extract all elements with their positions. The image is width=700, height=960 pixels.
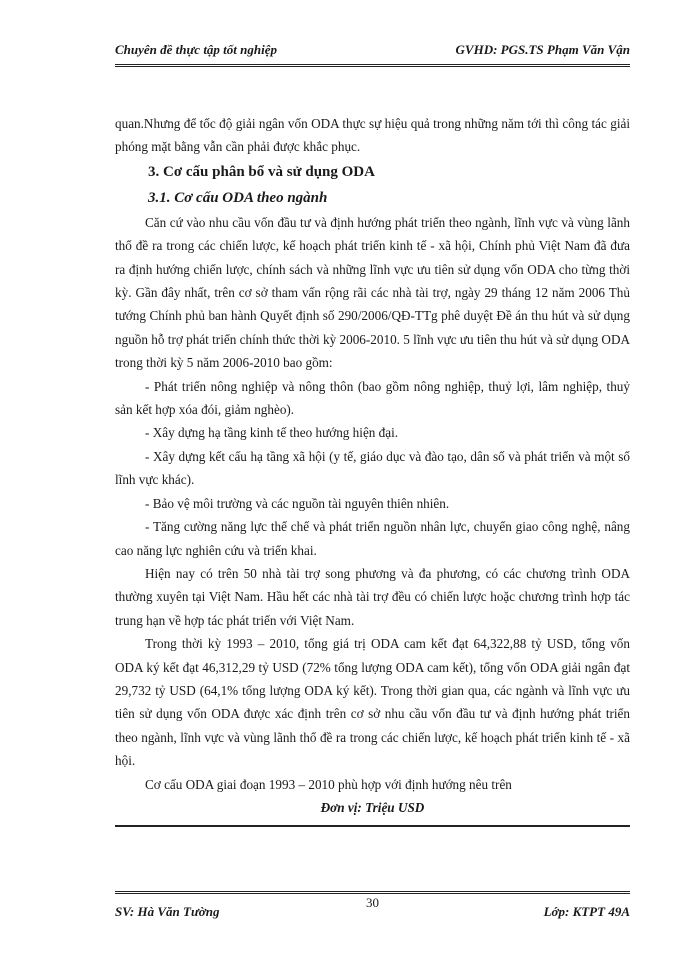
intro-paragraph: quan.Nhưng để tốc độ giải ngân vốn ODA thực sự hiệu quả trong những năm tới thì công tác giải phóng mặt bằng vẫn cần phải được khắc phục. <box>115 116 630 155</box>
page-content <box>115 112 630 819</box>
paragraph: Trong thời kỳ 1993 – 2010, tổng giá trị ODA cam kết đạt 64,322,88 tỷ USD, tổng vốn ODA ký kết đạt 46,312,29 tỷ USD (72% tổng lượng ODA cam kết), tổng vốn ODA giải ngân đạt 29,732 tỷ USD (64,1% tổng lượng ODA ký kết). Trong thời gian qua, các ngành và lĩnh vực ưu tiên sử dụng vốn ODA được xác định trên cơ sở nhu cầu vốn đầu tư và định hướng phát triển theo ngành, lĩnh vực và vùng lãnh thổ đề ra trong các chiến lược, kế hoạch phát triển kinh tế - xã hội. <box>115 636 630 769</box>
list-item: - Xây dựng kết cấu hạ tầng xã hội (y tế, giáo dục và đào tạo, dân số và phát triển và một số lĩnh vực khác). <box>115 448 630 488</box>
header-title: Chuyên đề thực tập tốt nghiệp <box>115 42 277 57</box>
table-top-rule <box>115 825 630 827</box>
unit-caption-text: Đơn vị: Triệu USD <box>320 799 425 815</box>
footer-class: Lớp: KTPT 49A <box>543 904 630 919</box>
paragraph: Hiện nay có trên 50 nhà tài trợ song phương và đa phương, có các chương trình ODA thường xuyên tại Việt Nam. Hầu hết các nhà tài trợ đều có chiến lược hoặc chương trình hợp tác trung hạn về hợp tác phát triển với Việt Nam. <box>115 565 630 628</box>
page-header <box>115 42 630 67</box>
paragraph: Cơ cấu ODA giai đoạn 1993 – 2010 phù hợp với định hướng nêu trên <box>145 776 512 792</box>
page-footer <box>115 891 630 924</box>
subsection-heading: 3.1. Cơ cấu ODA theo ngành <box>148 189 328 206</box>
list-item: - Tăng cường năng lực thể chế và phát triển nguồn nhân lực, chuyển giao công nghệ, nâng cao năng lực nghiên cứu và triển khai. <box>115 519 630 558</box>
footer-author: SV: Hà Văn Tường <box>115 904 220 919</box>
header-advisor: GVHD: PGS.TS Phạm Văn Vận <box>455 42 630 57</box>
list-item: - Xây dựng hạ tầng kinh tế theo hướng hiện đại. <box>145 425 399 441</box>
section-heading: 3. Cơ cấu phân bổ và sử dụng ODA <box>148 163 375 180</box>
page-number: 30 <box>366 895 379 910</box>
list-item: - Bảo vệ môi trường và các nguồn tài nguyên thiên nhiên. <box>145 495 450 511</box>
unit-caption <box>115 796 630 819</box>
list-item: - Phát triển nông nghiệp và nông thôn (bao gồm nông nghiệp, thuỷ lợi, lâm nghiệp, thuỷ sản kết hợp xóa đói, giảm nghèo). <box>115 378 630 418</box>
paragraph: Căn cứ vào nhu cầu vốn đầu tư và định hướng phát triển theo ngành, lĩnh vực và vùng lãnh thổ đề ra trong các chiến lược, kế hoạch phát triển kinh tế - xã hội, Chính phủ Việt Nam đã đưa ra định hướng chiến lược, chính sách và những lĩnh vực ưu tiên sử dụng vốn ODA cho từng thời kỳ. Gần đây nhất, trên cơ sở tham vấn rộng rãi các nhà tài trợ, ngày 29 tháng 12 năm 2006 Thủ tướng Chính phủ ban hành Quyết định số 290/2006/QĐ-TTg phê duyệt Đề án thu hút và sử dụng nguồn hỗ trợ phát triển chính thức thời kỳ 2006-2010. 5 lĩnh vực ưu tiên thu hút và sử dụng ODA trong thời kỳ 5 năm 2006-2010 bao gồm: <box>115 214 630 371</box>
